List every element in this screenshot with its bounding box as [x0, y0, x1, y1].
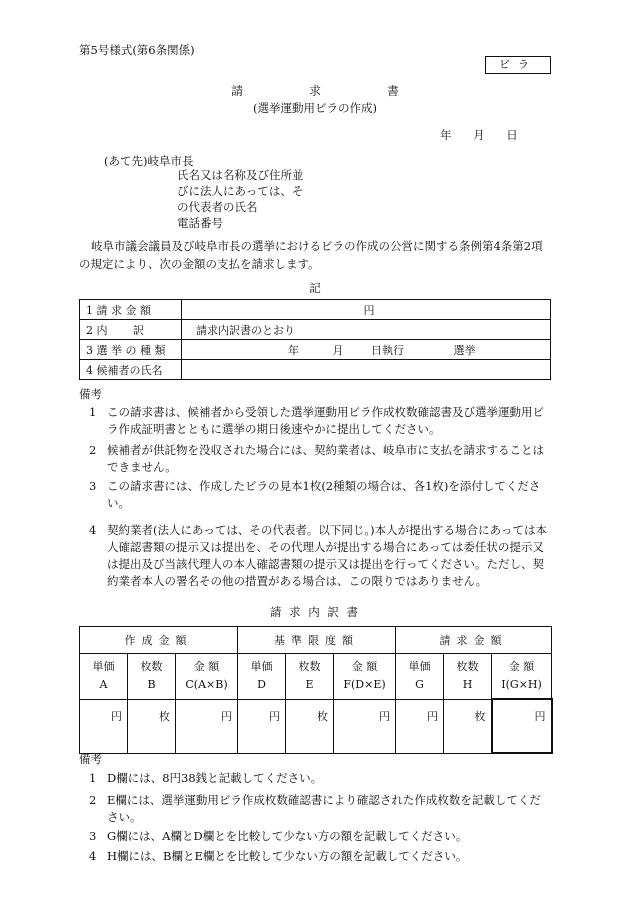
- note-text: H欄には、B欄とE欄とを比較して少ない方の額を記載してください。: [107, 849, 468, 863]
- election-type-cell[interactable]: [182, 340, 551, 360]
- row-label-election-type: 3 選 挙 の 種 類: [80, 340, 182, 360]
- note-item: [79, 848, 551, 865]
- month-label: 月: [332, 343, 344, 357]
- table-row: [80, 320, 551, 340]
- note-text: E欄には、選挙運動用ビラ作成枚数確認書により確認された作成枚数を記載してください。: [107, 793, 541, 824]
- year-label: 年: [288, 343, 299, 357]
- applicant-block: 氏名又は名称及び住所並 びに法人にあっては、そ の代表者の氏名 電話番号: [177, 168, 304, 230]
- column-header: 単価 D: [238, 654, 286, 700]
- note-item: [79, 770, 551, 787]
- form-number: 第5号様式(第6条関係): [79, 43, 195, 57]
- breakdown-title: 請 求 内 訳 書: [269, 605, 361, 619]
- note-item: [79, 522, 551, 590]
- addressee: (あて先)岐阜市長: [104, 154, 194, 168]
- note-number: 1: [89, 771, 97, 785]
- column-header: 枚数 B: [128, 654, 176, 700]
- unit-cell[interactable]: 枚: [128, 699, 176, 753]
- group-header-limit: 基準限度額: [238, 627, 396, 654]
- table-row: [80, 654, 552, 700]
- note-item: [79, 404, 551, 438]
- day-label: 日執行: [371, 343, 404, 357]
- table-row: [80, 340, 551, 360]
- table-row: [80, 699, 552, 753]
- note-item: [79, 792, 551, 826]
- breakdown-cell: 請求内訳書のとおり: [182, 320, 551, 340]
- unit-cell[interactable]: 円: [80, 699, 128, 753]
- title-char: 求: [308, 84, 321, 98]
- note-text: 候補者が供託物を没収された場合には、契約業者は、岐阜市に支払を請求することはできません。: [107, 443, 544, 474]
- election-label: 選挙: [453, 343, 476, 357]
- group-header-request: 請求金額: [396, 627, 552, 654]
- note-number: 3: [89, 479, 97, 493]
- note-text: この請求書には、作成したビラの見本1枚(2種類の場合は、各1枚)を添付してください。: [107, 479, 541, 510]
- document-subtitle: (選挙運動用ビラの作成): [253, 101, 377, 115]
- row-label-amount: 1 請 求 金 額: [80, 300, 182, 320]
- group-header-production: 作成金額: [80, 627, 238, 654]
- column-header: 単価 A: [80, 654, 128, 700]
- note-text: D欄には、8円38銭と記載してください。: [107, 771, 323, 785]
- unit-cell[interactable]: 円: [176, 699, 238, 753]
- note-text: G欄には、A欄とD欄とを比較して少ない方の額を記載してください。: [107, 829, 468, 843]
- table-row: [80, 300, 551, 320]
- table-row: [80, 627, 552, 654]
- note-item: [79, 478, 551, 512]
- column-header: 金 額 F(D×E): [334, 654, 396, 700]
- note-number: 3: [89, 829, 97, 843]
- column-header: 枚数 E: [286, 654, 334, 700]
- row-label-breakdown: 2 内 訳: [80, 320, 182, 340]
- note-text: この請求書は、候補者から受領した選挙運動用ビラ作成枚数確認書及び選挙運動用ビラ作成証明書とともに選挙の期日後速やかに提出してください。: [107, 405, 544, 436]
- date-line: 年 月 日: [440, 128, 518, 142]
- note-item: [79, 828, 551, 845]
- note-number: 4: [89, 849, 97, 863]
- note-number: 2: [89, 443, 97, 457]
- yen-unit: 円: [363, 303, 375, 317]
- column-header: 単価 G: [396, 654, 444, 700]
- unit-cell[interactable]: 円: [396, 699, 444, 753]
- request-amount-cell[interactable]: 円: [492, 699, 552, 753]
- request-summary-table: [79, 299, 551, 380]
- note-number: 2: [89, 793, 97, 807]
- column-header: 枚数 H: [444, 654, 492, 700]
- title-char: 請: [231, 84, 244, 98]
- notes-title: 備考: [79, 387, 102, 401]
- table-row: [80, 360, 551, 380]
- unit-cell[interactable]: 円: [334, 699, 396, 753]
- note-item: [79, 442, 551, 476]
- unit-cell[interactable]: 枚: [286, 699, 334, 753]
- form-tag-box: ビラ: [485, 56, 551, 74]
- request-statement: 岐阜市議会議員及び岐阜市長の選挙におけるビラの作成の公営に関する条例第4条第2項の規定により、次の金額の支払を請求します。: [79, 239, 543, 271]
- note-text: 契約業者(法人にあっては、その代表者。以下同じ。)本人が提出する場合にあっては本人確認書類の提示又は提出を、その代理人が提出する場合にあっては委任状の提示又は提出及び当該代理人の本人確認書類の提示又は提出を行ってください。ただし、契約業者本人の署名その他の措置がある場合は、この限りではありません。: [107, 523, 547, 588]
- notes2-title: 備考: [79, 752, 102, 766]
- amount-cell[interactable]: [182, 300, 551, 320]
- title-char: 書: [386, 84, 399, 98]
- note-number: 4: [89, 523, 97, 537]
- candidate-name-cell[interactable]: [182, 360, 551, 380]
- document-title: [0, 82, 630, 99]
- breakdown-table: [79, 626, 553, 754]
- note-number: 1: [89, 405, 97, 419]
- unit-cell[interactable]: 枚: [444, 699, 492, 753]
- column-header: 金 額 I(G×H): [492, 654, 552, 700]
- row-label-candidate: 4 候補者の氏名: [80, 360, 182, 380]
- column-header: 金 額 C(A×B): [176, 654, 238, 700]
- unit-cell[interactable]: 円: [238, 699, 286, 753]
- ki-heading: 記: [309, 281, 321, 295]
